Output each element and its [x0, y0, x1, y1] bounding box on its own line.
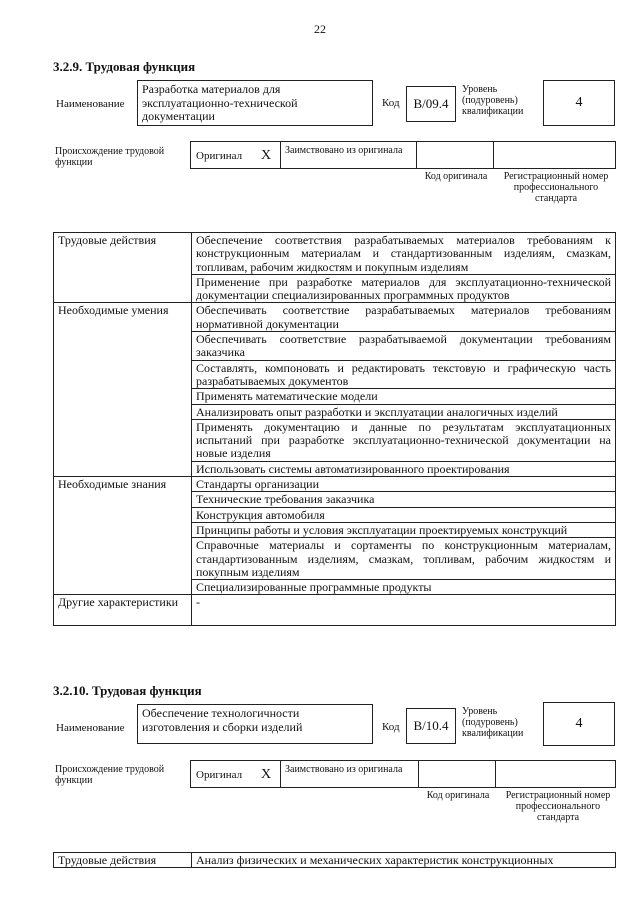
code-label-2: Код [382, 721, 400, 733]
skill-item: Применять математические модели [192, 389, 616, 404]
function-code-2: B/10.4 [406, 708, 456, 744]
skill-item: Обеспечивать соответствие разрабатываемых материалов требованиям нормативной документации [192, 303, 616, 332]
reg-number-cell-1 [494, 142, 615, 168]
skill-item: Применять документацию и данные по результатам эксплуатационных испытаний при разработке эксплуатационно-технической документации на новые изделия [192, 419, 616, 461]
labor-action-item: Обеспечение соответствия разрабатываемых материалов требованиям к конструкционным материалам и стандартизованным изделиям, смазкам, топливам, рабочим жидкостям и покупным изделиям [192, 233, 616, 275]
code-original-caption-1: Код оригинала [424, 171, 488, 182]
row-label-knowledge: Необходимые знания [54, 477, 192, 595]
skill-item: Анализировать опыт разработки и эксплуатации аналогичных изделий [192, 404, 616, 419]
section-heading-2: 3.2.10. Трудовая функция [53, 683, 202, 698]
skill-item: Использовать системы автоматизированного проектирования [192, 461, 616, 476]
table-row [54, 595, 616, 626]
row-label-other: Другие характеристики [54, 595, 192, 626]
knowledge-item: Конструкция автомобиля [192, 507, 616, 522]
row-label-labor-actions: Трудовые действия [54, 233, 192, 303]
level-value-1: 4 [543, 80, 615, 126]
code-original-cell-2 [419, 761, 496, 787]
code-original-cell-1 [417, 142, 494, 168]
code-original-caption-2: Код оригинала [426, 790, 490, 801]
reg-number-caption-1: Регистрационный номер профессионального стандарта [503, 171, 609, 204]
knowledge-item: Принципы работы и условия эксплуатации проектируемых конструкций [192, 522, 616, 537]
borrowed-label-1: Заимствовано из оригинала [285, 145, 403, 156]
knowledge-item: Технические требования заказчика [192, 492, 616, 507]
origin-label-2: Происхождение трудовой функции [55, 764, 165, 786]
knowledge-item: Справочные материалы и сортаменты по конструкционным материалам, стандартизованным изделиям, смазкам, топливам, рабочим жидкостям и покупным изделиям [192, 538, 616, 580]
origin-row-2 [190, 760, 616, 788]
level-label-1: Уровень (подуровень) квалификации [462, 84, 524, 117]
origin-row-1 [190, 141, 616, 169]
knowledge-item: Стандарты организации [192, 477, 616, 492]
borrowed-label-2: Заимствовано из оригинала [285, 764, 403, 775]
original-mark-2: X [261, 767, 272, 782]
original-mark-1: X [261, 148, 272, 163]
table-row [54, 303, 616, 332]
skill-item: Обеспечивать соответствие разрабатываемой документации требованиям заказчика [192, 332, 616, 361]
labor-action-item: Применение при разработке материалов для эксплуатационно-технической документации специализированных программных продуктов [192, 274, 616, 303]
function-table-2 [53, 852, 616, 868]
function-name-1: Разработка материалов для эксплуатационно-технической документации [137, 80, 373, 126]
other-value: - [192, 595, 616, 626]
level-value-2: 4 [543, 702, 615, 746]
row-label-labor-actions: Трудовые действия [54, 853, 192, 868]
reg-number-caption-2: Регистрационный номер профессионального стандарта [505, 790, 611, 823]
labor-action-item: Анализ физических и механических характеристик конструкционных [192, 853, 616, 868]
knowledge-item: Специализированные программные продукты [192, 580, 616, 595]
original-label-1: Оригинал [196, 150, 243, 162]
reg-number-cell-2 [496, 761, 615, 787]
row-label-skills: Необходимые умения [54, 303, 192, 477]
skill-item: Составлять, компоновать и редактировать текстовую и графическую часть разрабатываемых документов [192, 360, 616, 389]
table-row [54, 853, 616, 868]
name-label-2: Наименование [56, 722, 125, 734]
level-label-2: Уровень (подуровень) квалификации [462, 706, 524, 739]
function-table-1 [53, 232, 616, 626]
table-row [54, 233, 616, 275]
name-label-1: Наименование [56, 98, 125, 110]
section-heading-1: 3.2.9. Трудовая функция [53, 59, 196, 74]
page-number: 22 [314, 22, 326, 36]
original-label-2: Оригинал [196, 769, 243, 781]
origin-label-1: Происхождение трудовой функции [55, 146, 165, 168]
code-label-1: Код [382, 97, 400, 109]
function-name-2: Обеспечение технологичности изготовления и сборки изделий [137, 704, 373, 744]
function-code-1: B/09.4 [406, 86, 456, 122]
table-row [54, 477, 616, 492]
